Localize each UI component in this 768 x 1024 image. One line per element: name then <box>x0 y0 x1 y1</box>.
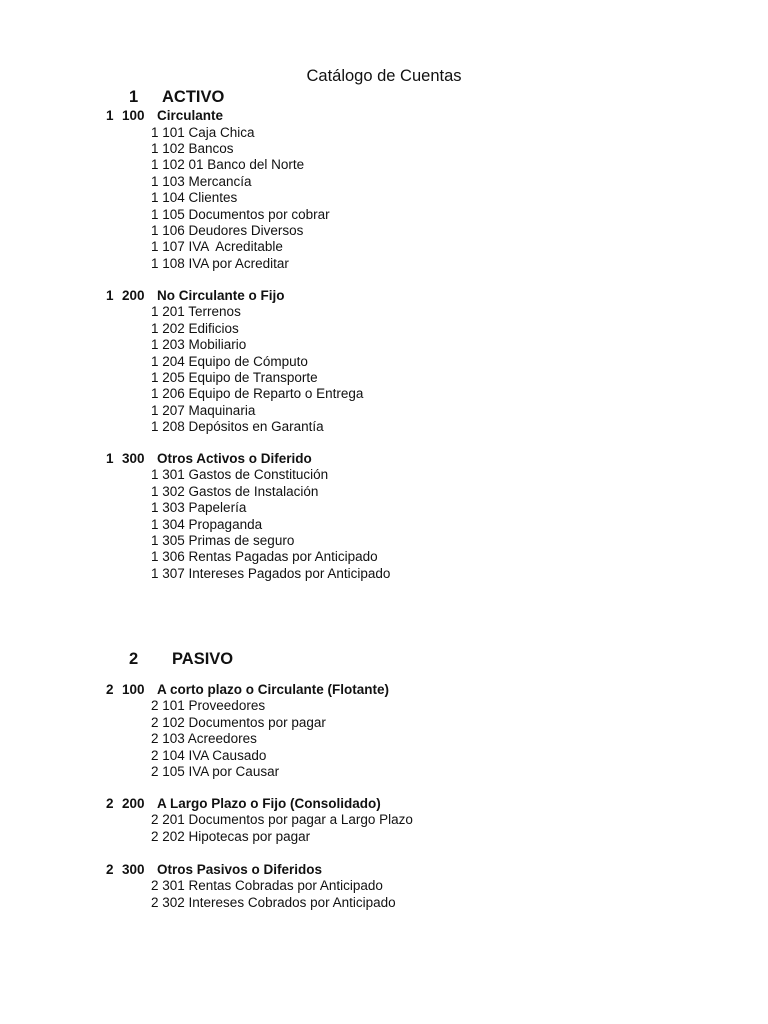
account-item: 1 106 Deudores Diversos <box>151 222 304 238</box>
group-name: A Largo Plazo o Fijo (Consolidado) <box>157 796 381 811</box>
account-item: 1 208 Depósitos en Garantía <box>151 419 324 435</box>
section-name: PASIVO <box>172 650 234 668</box>
section-name: ACTIVO <box>162 88 225 106</box>
group-name: Otros Activos o Diferido <box>157 451 312 466</box>
account-item: 2 104 IVA Causado <box>151 747 267 763</box>
account-item: 1 206 Equipo de Reparto o Entrega <box>151 386 364 402</box>
account-item: 1 105 Documentos por cobrar <box>151 206 330 222</box>
group-name: Otros Pasivos o Diferidos <box>157 862 323 877</box>
group-code: 300 <box>122 862 145 877</box>
group-code-major: 1 <box>106 288 114 303</box>
account-item: 1 107 IVA Acreditable <box>151 239 283 255</box>
account-item: 2 301 Rentas Cobradas por Anticipado <box>151 878 383 894</box>
group-code: 200 <box>122 796 145 811</box>
account-item: 1 108 IVA por Acreditar <box>151 255 289 271</box>
group-name: No Circulante o Fijo <box>157 288 285 303</box>
account-item: 1 102 01 Banco del Norte <box>151 157 305 173</box>
account-item: 1 104 Clientes <box>151 190 238 206</box>
group-code-major: 1 <box>106 451 114 466</box>
account-item: 1 304 Propaganda <box>151 516 263 532</box>
group-name: Circulante <box>157 108 224 123</box>
account-item: 1 205 Equipo de Transporte <box>151 370 318 385</box>
account-item: 1 103 Mercancía <box>151 173 252 189</box>
section-code: 1 <box>129 88 139 106</box>
group-code-major: 1 <box>106 108 114 123</box>
account-item: 2 201 Documentos por pagar a Largo Plazo <box>151 812 413 828</box>
account-item: 2 103 Acreedores <box>151 731 257 747</box>
account-item: 1 204 Equipo de Cómputo <box>151 353 308 369</box>
page-title: Catálogo de Cuentas <box>306 67 462 85</box>
group-code-major: 2 <box>106 682 114 697</box>
account-item: 1 201 Terrenos <box>151 304 241 320</box>
account-item: 1 101 Caja Chica <box>151 124 255 140</box>
account-item: 2 101 Proveedores <box>151 698 266 714</box>
group-code: 300 <box>122 451 145 466</box>
group-name: A corto plazo o Circulante (Flotante) <box>157 682 390 697</box>
account-item: 1 305 Primas de seguro <box>151 533 295 548</box>
group-code: 200 <box>122 288 145 303</box>
group-code-major: 2 <box>106 796 114 811</box>
account-item: 1 301 Gastos de Constitución <box>151 467 329 483</box>
group-code: 100 <box>122 682 145 697</box>
group-code: 100 <box>122 108 145 123</box>
account-item: 1 207 Maquinaria <box>151 402 256 418</box>
account-item: 1 306 Rentas Pagadas por Anticipado <box>151 549 378 565</box>
account-item: 1 307 Intereses Pagados por Anticipado <box>151 565 391 581</box>
group-code-major: 2 <box>106 862 114 877</box>
account-item: 2 102 Documentos por pagar <box>151 714 326 730</box>
account-item: 2 202 Hipotecas por pagar <box>151 828 311 844</box>
account-item: 1 303 Papelería <box>151 500 247 516</box>
account-item: 1 203 Mobiliario <box>151 337 247 353</box>
section-code: 2 <box>129 650 139 668</box>
account-item: 1 102 Bancos <box>151 140 234 156</box>
account-item: 2 105 IVA por Causar <box>151 764 280 779</box>
account-item: 1 202 Edificios <box>151 320 239 336</box>
account-item: 2 302 Intereses Cobrados por Anticipado <box>151 894 396 910</box>
account-item: 1 302 Gastos de Instalación <box>151 483 319 499</box>
